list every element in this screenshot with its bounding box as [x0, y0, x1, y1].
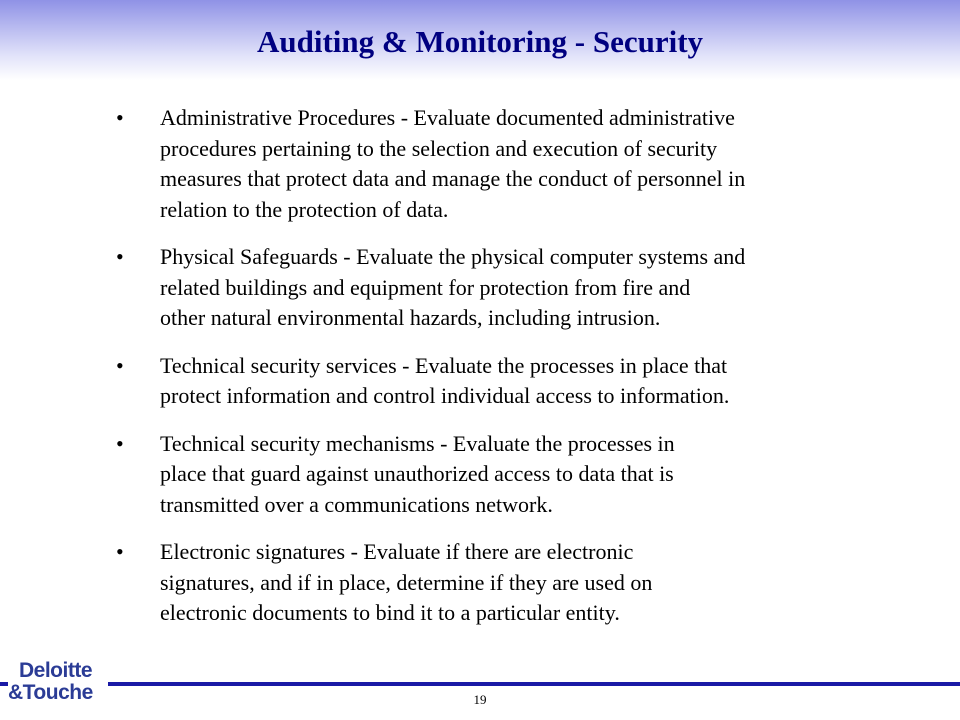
- logo-line-2: &Touche: [8, 681, 93, 704]
- bullet-text-line: place that guard against unauthorized access to data that is: [160, 461, 674, 486]
- bullet-dot-icon: •: [116, 539, 124, 564]
- bullet-text-line: Physical Safeguards - Evaluate the physical computer systems and: [160, 244, 746, 269]
- bullet-text-line: relation to the protection of data.: [160, 196, 449, 222]
- bullet-text-line: Technical security services - Evaluate the processes in place that: [160, 352, 728, 378]
- bullet-text-line: Electronic signatures - Evaluate if there are electronic: [160, 539, 634, 564]
- bullet-text-line: protect information and control individual access to information.: [160, 383, 730, 408]
- bullet-item: [112, 103, 882, 225]
- bullet-text-line: electronic documents to bind it to a particular entity.: [160, 600, 620, 625]
- bullet-text-line: signatures, and if in place, determine if they are used on: [160, 569, 653, 595]
- bullet-dot-icon: •: [116, 244, 124, 269]
- bullet-item: [112, 537, 882, 629]
- bullet-text-line: measures that protect data and manage the conduct of personnel in: [160, 166, 746, 191]
- logo-line-1: Deloitte: [19, 659, 93, 682]
- bullet-text-line: Technical security mechanisms - Evaluate the processes in: [160, 430, 675, 456]
- bullet-dot-icon: •: [116, 352, 124, 378]
- bullet-list: [112, 103, 882, 646]
- bullet-dot-icon: •: [116, 105, 124, 130]
- footer-rule: [0, 682, 960, 686]
- bullet-dot-icon: •: [116, 430, 124, 456]
- slide-title: Auditing & Monitoring - Security: [256, 24, 704, 59]
- bullet-item: [112, 242, 882, 334]
- bullet-text-line: other natural environmental hazards, including intrusion.: [160, 305, 661, 330]
- bullet-text-line: procedures pertaining to the selection and execution of security: [160, 135, 718, 161]
- bullet-text-line: Administrative Procedures - Evaluate documented administrative: [160, 105, 735, 130]
- bullet-item: [112, 351, 882, 412]
- page-number: 19: [473, 692, 487, 707]
- bullet-text-line: transmitted over a communications network.: [160, 491, 553, 517]
- bullet-text-line: related buildings and equipment for protection from fire and: [160, 274, 691, 300]
- bullet-item: [112, 429, 882, 521]
